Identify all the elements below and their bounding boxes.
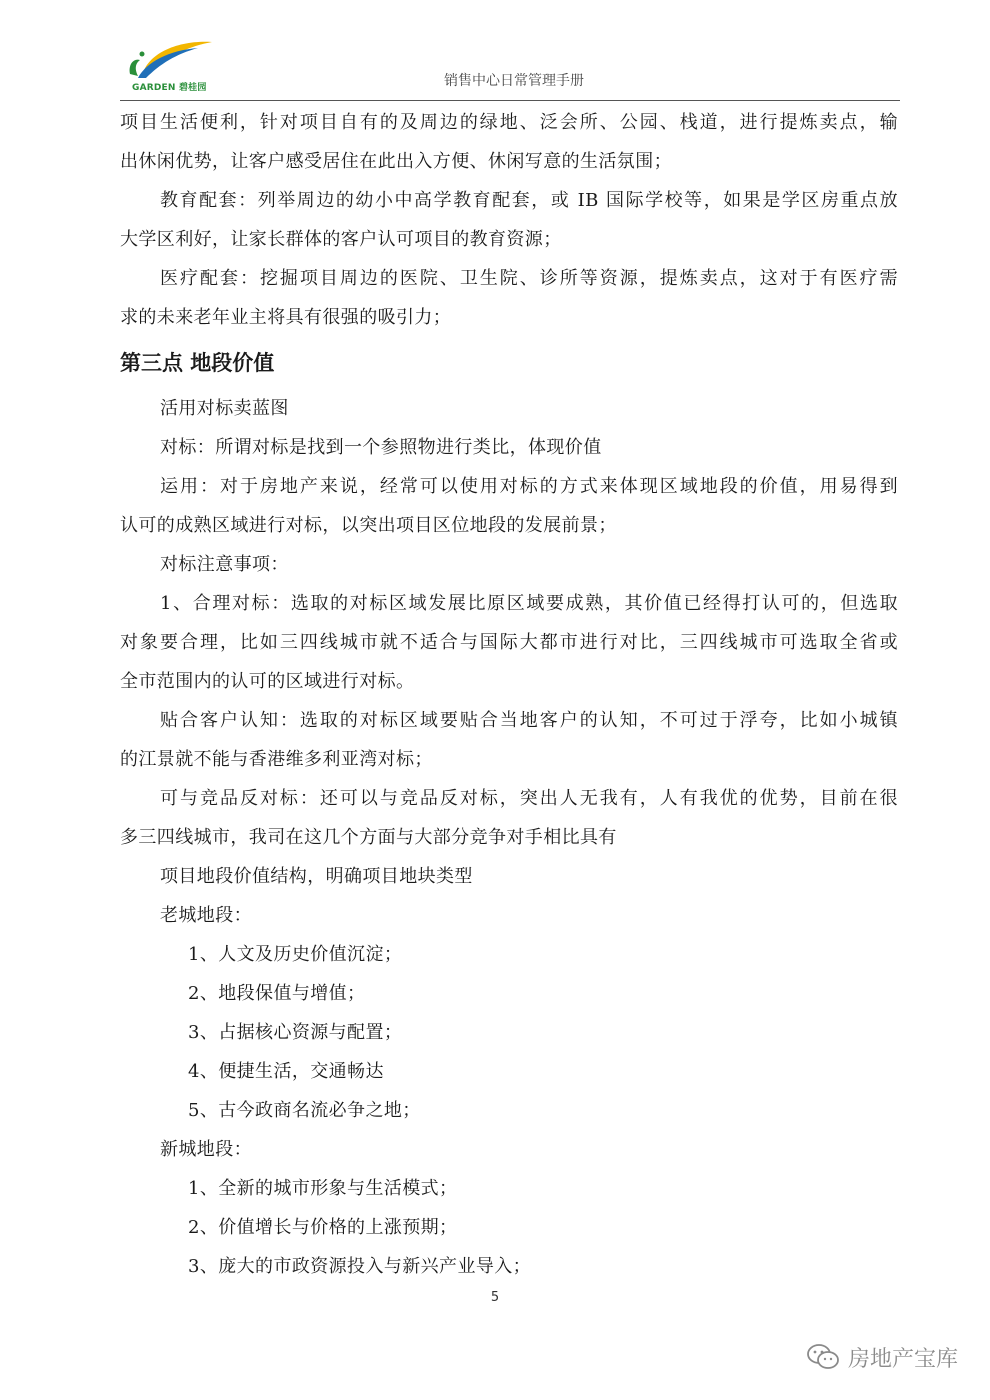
paragraph-line: 项目地段价值结构，明确项目地块类型	[160, 866, 473, 887]
list-item: 2、价值增长与价格的上涨预期；	[188, 1217, 458, 1238]
page-header	[120, 36, 900, 102]
paragraph-line: 教育配套：列举周边的幼小中高学教育配套，或 IB 国际学校等，如果是学区房重点放	[160, 190, 898, 211]
paragraph-line: 认可的成熟区域进行对标，以突出项目区位地段的发展前景；	[120, 515, 617, 536]
list-item: 3、庞大的市政资源投入与新兴产业导入；	[188, 1256, 532, 1277]
document-title: 销售中心日常管理手册	[444, 73, 584, 89]
paragraph-line: 求的未来老年业主将具有很强的吸引力；	[120, 307, 452, 328]
section-heading: 第三点 地段价值	[120, 351, 275, 375]
watermark	[806, 1340, 958, 1374]
paragraph-line: 大学区利好，让家长群体的客户认可项目的教育资源；	[120, 229, 562, 250]
company-logo	[120, 36, 230, 98]
paragraph-line: 对象要合理，比如三四线城市就不适合与国际大都市进行对比，三四线城市可选取全省或	[120, 632, 898, 653]
list-item: 4、便捷生活，交通畅达	[188, 1061, 384, 1082]
logo-swoosh-icon	[120, 36, 230, 82]
list-item: 2、地段保值与增值；	[188, 983, 366, 1004]
paragraph-line: 1、合理对标：选取的对标区域发展比原区域要成熟，其价值已经得打认可的，但选取	[160, 593, 898, 614]
paragraph-line: 全市范围内的认可的区域进行对标。	[120, 671, 415, 692]
paragraph-line: 对标注意事项：	[160, 554, 289, 575]
list-item: 1、全新的城市形象与生活模式；	[188, 1178, 458, 1199]
logo-text: GARDEN 碧桂园	[132, 83, 207, 93]
header-divider	[120, 100, 900, 101]
paragraph-line: 项目生活便利，针对项目自有的及周边的绿地、泛会所、公园、栈道，进行提炼卖点，输	[120, 112, 898, 133]
watermark-text: 房地产宝库	[847, 1346, 958, 1372]
wechat-icon	[806, 1343, 840, 1371]
list-item: 5、古今政商名流必争之地；	[188, 1100, 421, 1121]
paragraph-line: 贴合客户认知：选取的对标区域要贴合当地客户的认知，不可过于浮夸，比如小城镇	[160, 710, 898, 731]
paragraph-line: 新城地段：	[160, 1139, 252, 1160]
document-body	[120, 103, 898, 1286]
list-item: 3、占据核心资源与配置；	[188, 1022, 403, 1043]
paragraph-line: 运用：对于房地产来说，经常可以使用对标的方式来体现区域地段的价值，用易得到	[160, 476, 898, 497]
paragraph-line: 老城地段：	[160, 905, 252, 926]
paragraph-line: 医疗配套：挖掘项目周边的医院、卫生院、诊所等资源，提炼卖点，这对于有医疗需	[160, 268, 898, 289]
page-number: 5	[490, 1290, 500, 1305]
paragraph-line: 出休闲优势，让客户感受居住在此出入方便、休闲写意的生活氛围；	[120, 151, 672, 172]
paragraph-line: 的江景就不能与香港维多利亚湾对标；	[120, 749, 433, 770]
paragraph-line: 可与竞品反对标：还可以与竞品反对标，突出人无我有，人有我优的优势，目前在很	[160, 788, 898, 809]
list-item: 1、人文及历史价值沉淀；	[188, 944, 403, 965]
paragraph-line: 对标：所谓对标是找到一个参照物进行类比，体现价值	[160, 437, 602, 458]
paragraph-line: 多三四线城市，我司在这几个方面与大部分竞争对手相比具有	[120, 827, 617, 848]
paragraph-line: 活用对标卖蓝图	[160, 398, 289, 419]
